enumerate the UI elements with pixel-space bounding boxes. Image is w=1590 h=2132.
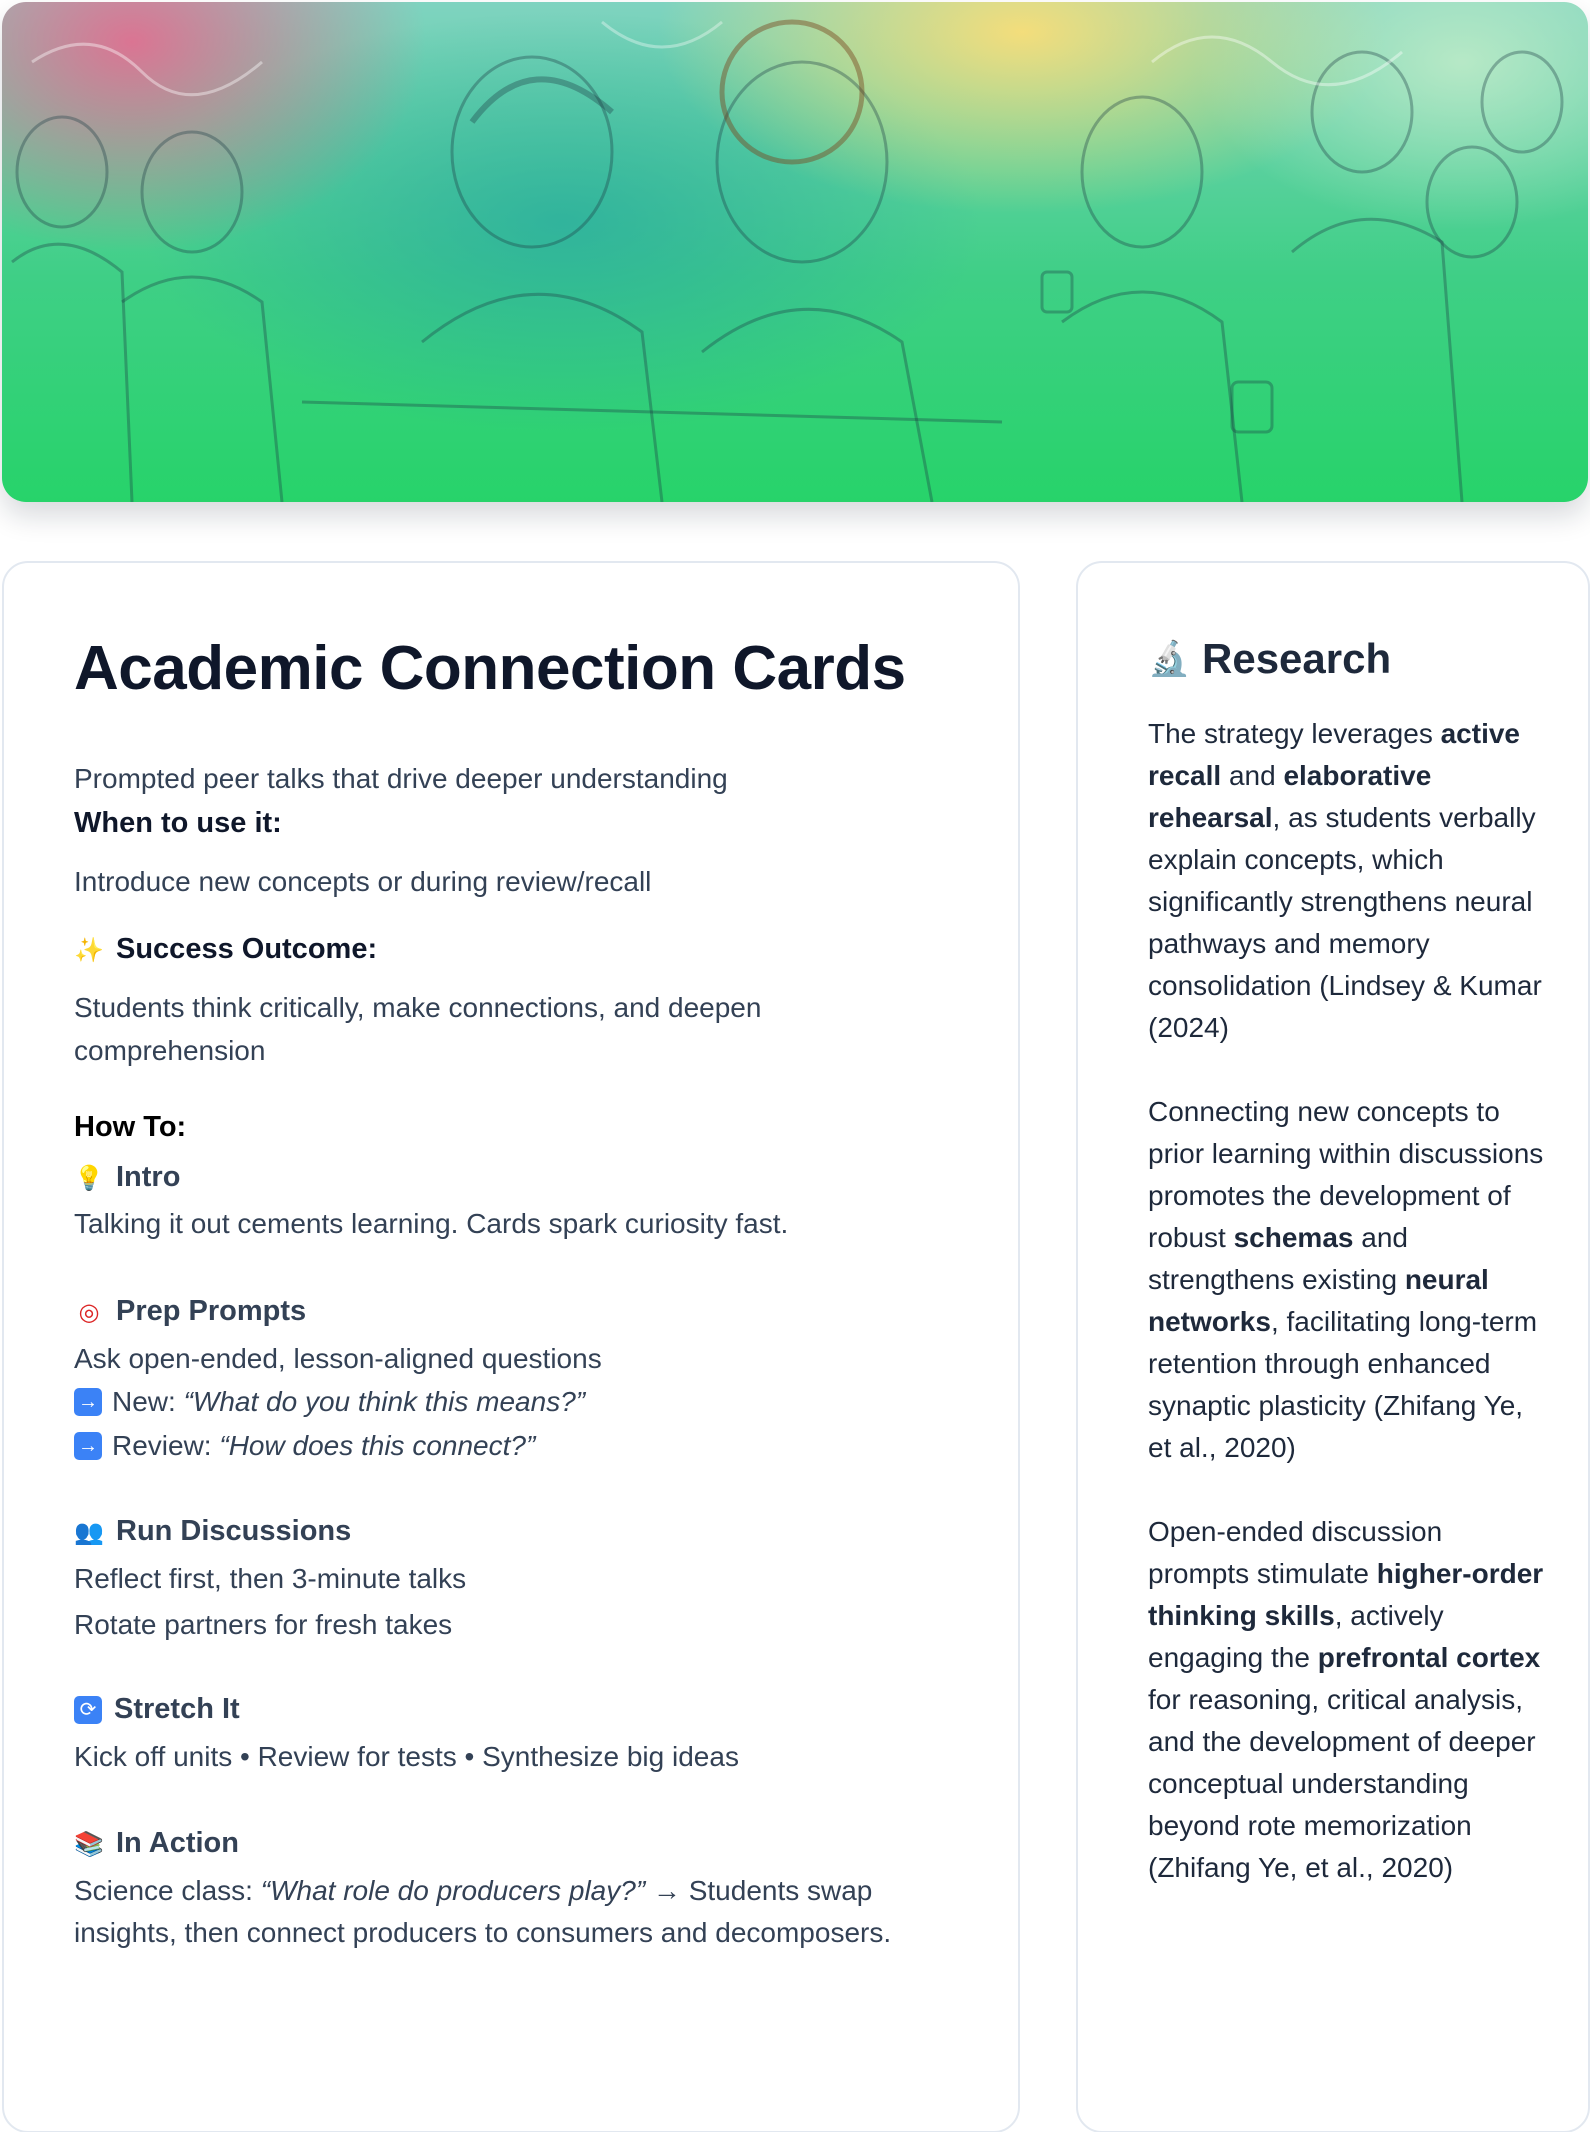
research-text: , as students verbally explain concepts, which significantly strengthens neural pathways and memory consolidation (Lindsey & Kumar (2024): [1148, 802, 1542, 1043]
research-term: prefrontal cortex: [1317, 1642, 1541, 1673]
when-text: Introduce new concepts or during review/recall: [74, 866, 652, 897]
howto-label: How To:: [74, 1111, 187, 1143]
research-paragraph-2: [1148, 1091, 1548, 1469]
research-text: and: [1221, 760, 1284, 791]
intro-heading: [74, 1161, 180, 1194]
books-icon: 📚: [74, 1829, 104, 1858]
research-text: for reasoning, critical analysis, and the development of deeper conceptual understanding beyond rote memorization (Zhifang Ye, et al., 2020): [1148, 1684, 1536, 1883]
run-line-2: Rotate partners for fresh takes: [74, 1609, 453, 1640]
action-line-2: insights, then connect producers to consumers and decomposers.: [74, 1917, 892, 1948]
people-icon: 👥: [74, 1517, 104, 1546]
strategy-card: [2, 561, 1020, 2132]
page-title: Academic Connection Cards: [74, 634, 906, 703]
research-text: and strengthens existing: [1148, 1222, 1408, 1295]
research-term: higher-order thinking skills: [1148, 1558, 1544, 1631]
prep-review-quote: “How does this connect?”: [219, 1430, 536, 1461]
research-text: , facilitating long-term retention through enhanced synaptic plasticity (Zhifang Ye, et al., 2020): [1148, 1306, 1538, 1463]
run-label: Run Discussions: [116, 1515, 352, 1547]
research-term: schemas: [1233, 1222, 1354, 1253]
hero-banner-image: [2, 2, 1588, 502]
action-line-1: [74, 1870, 872, 1912]
success-text-line-1: Students think critically, make connections, and deepen: [74, 992, 762, 1023]
prep-review-line: [74, 1425, 535, 1467]
run-line-1: Reflect first, then 3-minute talks: [74, 1563, 467, 1594]
intro-label: Intro: [116, 1161, 181, 1193]
research-term: active recall: [1148, 718, 1520, 791]
subtitle: Prompted peer talks that drive deeper understanding: [74, 763, 728, 794]
success-label: Success Outcome:: [116, 933, 378, 965]
action-prefix: Science class:: [74, 1875, 261, 1906]
action-label: In Action: [116, 1827, 239, 1859]
success-text-line-2: comprehension: [74, 1035, 266, 1066]
cycle-icon: ⟳: [74, 1696, 102, 1724]
research-paragraph-1: [1148, 713, 1548, 1049]
arrow-right-icon: →: [74, 1388, 102, 1416]
prep-new-quote: “What do you think this means?”: [183, 1386, 586, 1417]
sparkles-icon: ✨: [74, 935, 104, 964]
prep-new-line: [74, 1381, 585, 1423]
success-heading: [74, 933, 377, 966]
research-card: [1076, 561, 1590, 2132]
research-text: The strategy leverages: [1148, 718, 1441, 749]
target-icon: ◎: [78, 1297, 100, 1326]
action-quote: “What role do producers play?”: [260, 1875, 646, 1906]
prep-label: Prep Prompts: [116, 1295, 307, 1327]
research-term: elaborative rehearsal: [1148, 760, 1432, 833]
action-rest: → Students swap: [645, 1875, 873, 1906]
hero-illustration: [2, 2, 1588, 502]
prep-review-prefix: Review:: [112, 1430, 220, 1461]
research-body: [1148, 713, 1548, 1931]
when-label: When to use it:: [74, 807, 282, 839]
intro-text: Talking it out cements learning. Cards spark curiosity fast.: [74, 1208, 789, 1239]
research-term: neural networks: [1148, 1264, 1489, 1337]
research-title: Research: [1202, 635, 1392, 682]
run-heading: [74, 1515, 351, 1548]
research-paragraph-3: [1148, 1511, 1548, 1889]
prep-text: Ask open-ended, lesson-aligned questions: [74, 1343, 602, 1374]
stretch-label: Stretch It: [114, 1693, 240, 1725]
prep-heading: [74, 1295, 306, 1328]
action-heading: [74, 1827, 239, 1860]
stretch-heading: [74, 1693, 240, 1726]
prep-new-prefix: New:: [112, 1386, 184, 1417]
arrow-right-icon: →: [74, 1432, 102, 1460]
research-text: Open-ended discussion prompts stimulate: [1148, 1516, 1443, 1589]
stretch-text: Kick off units • Review for tests • Synthesize big ideas: [74, 1741, 739, 1772]
research-text: Connecting new concepts to prior learning within discussions promotes the development of robust: [1148, 1096, 1544, 1253]
lightbulb-icon: 💡: [74, 1163, 104, 1192]
research-text: , actively engaging the: [1148, 1600, 1444, 1673]
research-heading: [1148, 635, 1391, 683]
microscope-icon: 🔬: [1148, 639, 1191, 679]
